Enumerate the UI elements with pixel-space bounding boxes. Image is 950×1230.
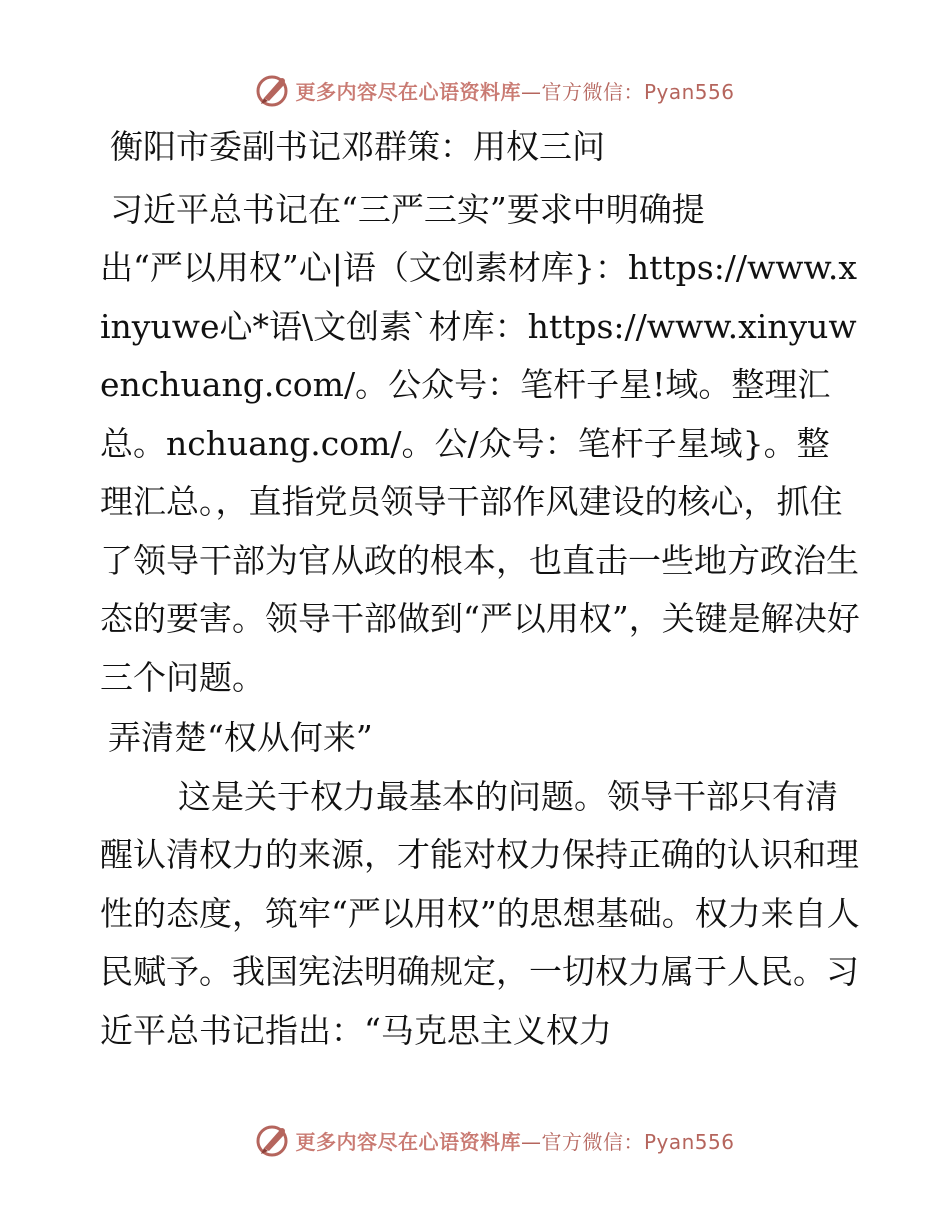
banner-text-main: 更多内容尽在心语资料库: [295, 1129, 521, 1154]
banner-text-main: 更多内容尽在心语资料库: [295, 79, 521, 104]
section-heading: 弄清楚“权从何来”: [108, 718, 373, 757]
section-paragraph: 这是关于权力最基本的问题。领导干部只有清醒认清权力的来源，才能对权力保持正确的认识和理性的态度，筑牢“严以用权”的思想基础。权力来自人民赋予。我国宪法明确规定，一切权力属于人民。习近平总书记指出：“马克思主义权力: [100, 776, 860, 1050]
banner-text-wechat: —官方微信：Pyan556: [520, 79, 735, 104]
pen-logo-icon: [255, 1122, 291, 1158]
lead-line: 习近平总书记在“三严三实”要求中明确提: [110, 189, 705, 229]
banner-text-wechat: —官方微信：Pyan556: [520, 1129, 735, 1154]
intro-paragraph: 出“严以用权”心|语（文创素材库}：https://www.xinyuwe心*语\文创素`材库：https://www.xinyuwenchuang.com/。公众号：笔杆子星!域。整理汇总。nchuang.com/。公/众号：笔杆子星域}。整理汇总。，直指党员领导干部作风建设的核心，抓住了领导干部为官从政的根本，也直击一些地方政治生态的要害。领导干部做到“严以用权”，关键是解决好三个问题。: [100, 248, 860, 697]
banner-text: [295, 1126, 734, 1155]
document-body: [100, 118, 860, 1060]
pen-logo-icon: [255, 72, 291, 108]
banner-content: [255, 1122, 734, 1158]
banner-content: [255, 72, 734, 108]
document-title: 衡阳市委副书记邓群策：用权三问: [110, 127, 605, 166]
header-banner: [0, 70, 950, 110]
banner-text: [295, 76, 734, 105]
footer-banner: [0, 1120, 950, 1160]
